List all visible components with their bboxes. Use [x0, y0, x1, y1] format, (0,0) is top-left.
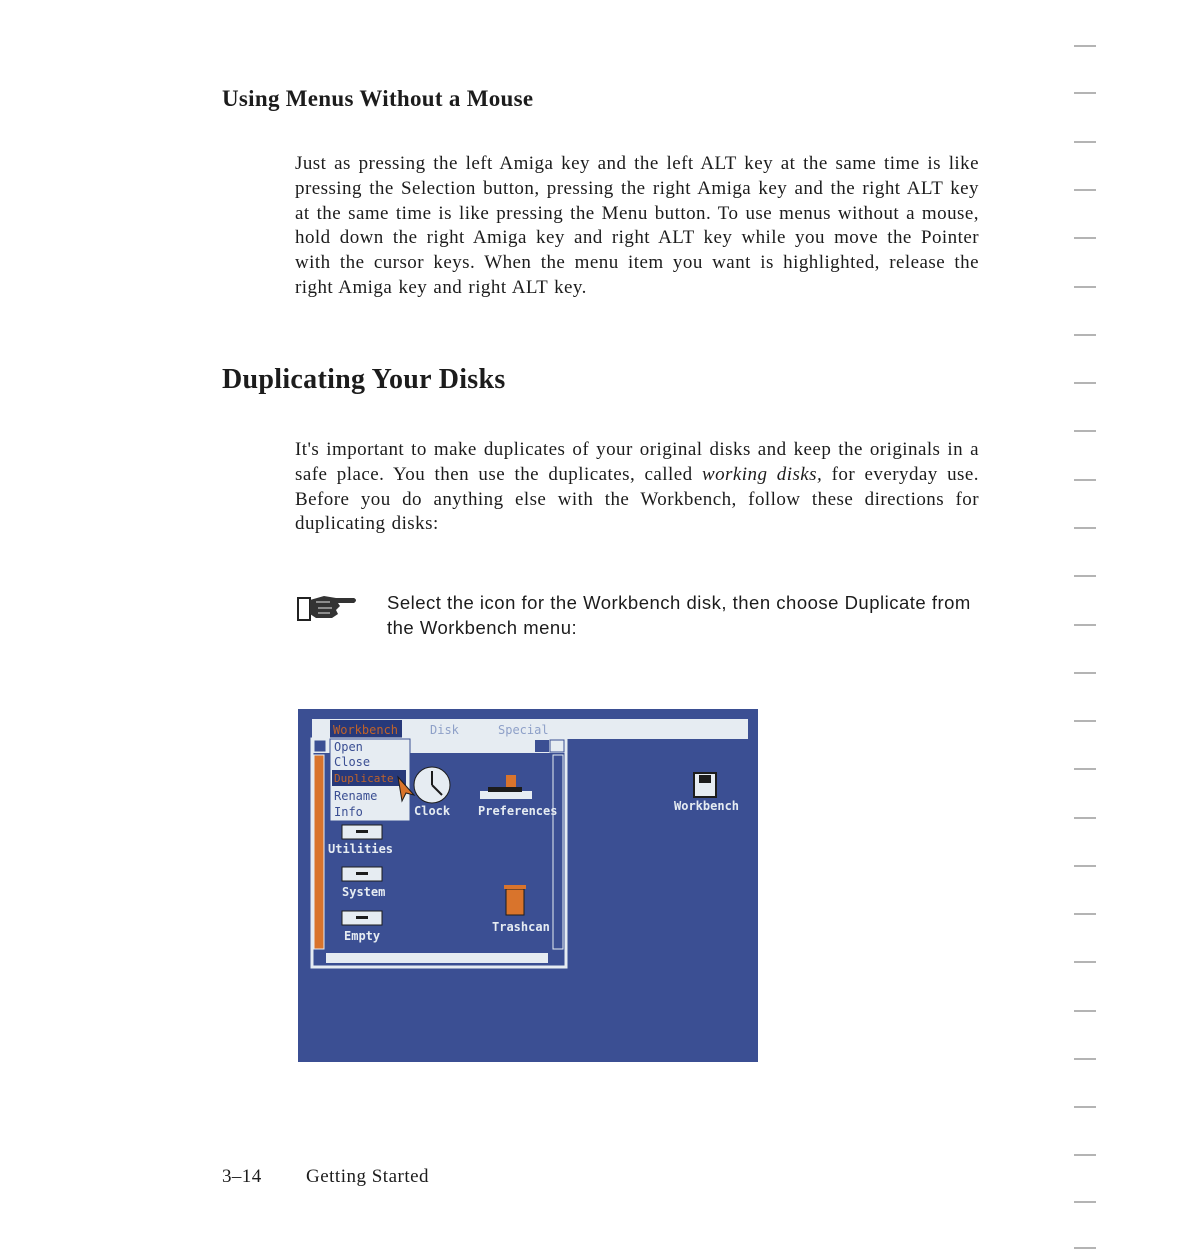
body-paragraph-duplicating	[295, 438, 979, 537]
trashcan-label: Trashcan	[492, 920, 550, 934]
clock-label: Clock	[414, 804, 451, 818]
menu-disk[interactable]: Disk	[430, 723, 459, 737]
menu-item-open[interactable]: Open	[334, 740, 363, 754]
system-label: System	[342, 885, 386, 899]
menu-item-close[interactable]: Close	[334, 755, 371, 769]
horizontal-scrollbar[interactable]	[326, 953, 548, 963]
body-paragraph-menus: Just as pressing the left Amiga key and the left ALT key at the same time is like pressing the Selection button, pressing the right Amiga key and the right ALT key at the same time is like pressing the Menu button. To use menus without a mouse, hold down the right Amiga key and right ALT key while you move the Pointer with the cursor keys. When the menu item you want is highlighted, release the right Amiga key and right ALT key.	[295, 153, 979, 298]
pointing-hand-icon	[296, 588, 360, 622]
close-gadget-icon[interactable]	[314, 740, 326, 752]
page-number: 3–14	[222, 1166, 262, 1187]
menu-item-duplicate[interactable]: Duplicate	[334, 772, 394, 785]
workbench-disk-label: Workbench	[674, 799, 740, 813]
empty-label: Empty	[344, 929, 381, 943]
utilities-label: Utilities	[328, 842, 394, 856]
trashcan-icon[interactable]	[506, 889, 524, 915]
menu-item-info[interactable]: Info	[334, 805, 363, 819]
paragraph-text-end: for everyday use. Before you do anything else with the Workbench, follow these directions for duplicating disks:	[295, 463, 979, 535]
margin-ticks	[1070, 0, 1100, 1258]
paragraph-text-start: It's important to make duplicates of your original disks and keep the originals in a safe place. You then use the duplicates, called	[295, 439, 979, 485]
menu-item-rename[interactable]: Rename	[334, 789, 378, 803]
instruction-step: Select the icon for the Workbench disk, then choose Duplicate from the Workbench menu:	[387, 592, 971, 638]
preferences-label: Preferences	[478, 804, 558, 818]
section-heading-duplicating: Duplicating Your Disks	[222, 364, 506, 395]
workbench-screenshot	[298, 709, 758, 1062]
menu-special[interactable]: Special	[498, 723, 549, 737]
footer-title: Getting Started	[306, 1166, 430, 1187]
paragraph-emphasis: working disks,	[701, 463, 823, 485]
section-heading-menus: Using Menus Without a Mouse	[222, 86, 534, 111]
vertical-scrollbar[interactable]	[314, 755, 324, 949]
menu-workbench[interactable]: Workbench	[333, 723, 399, 737]
